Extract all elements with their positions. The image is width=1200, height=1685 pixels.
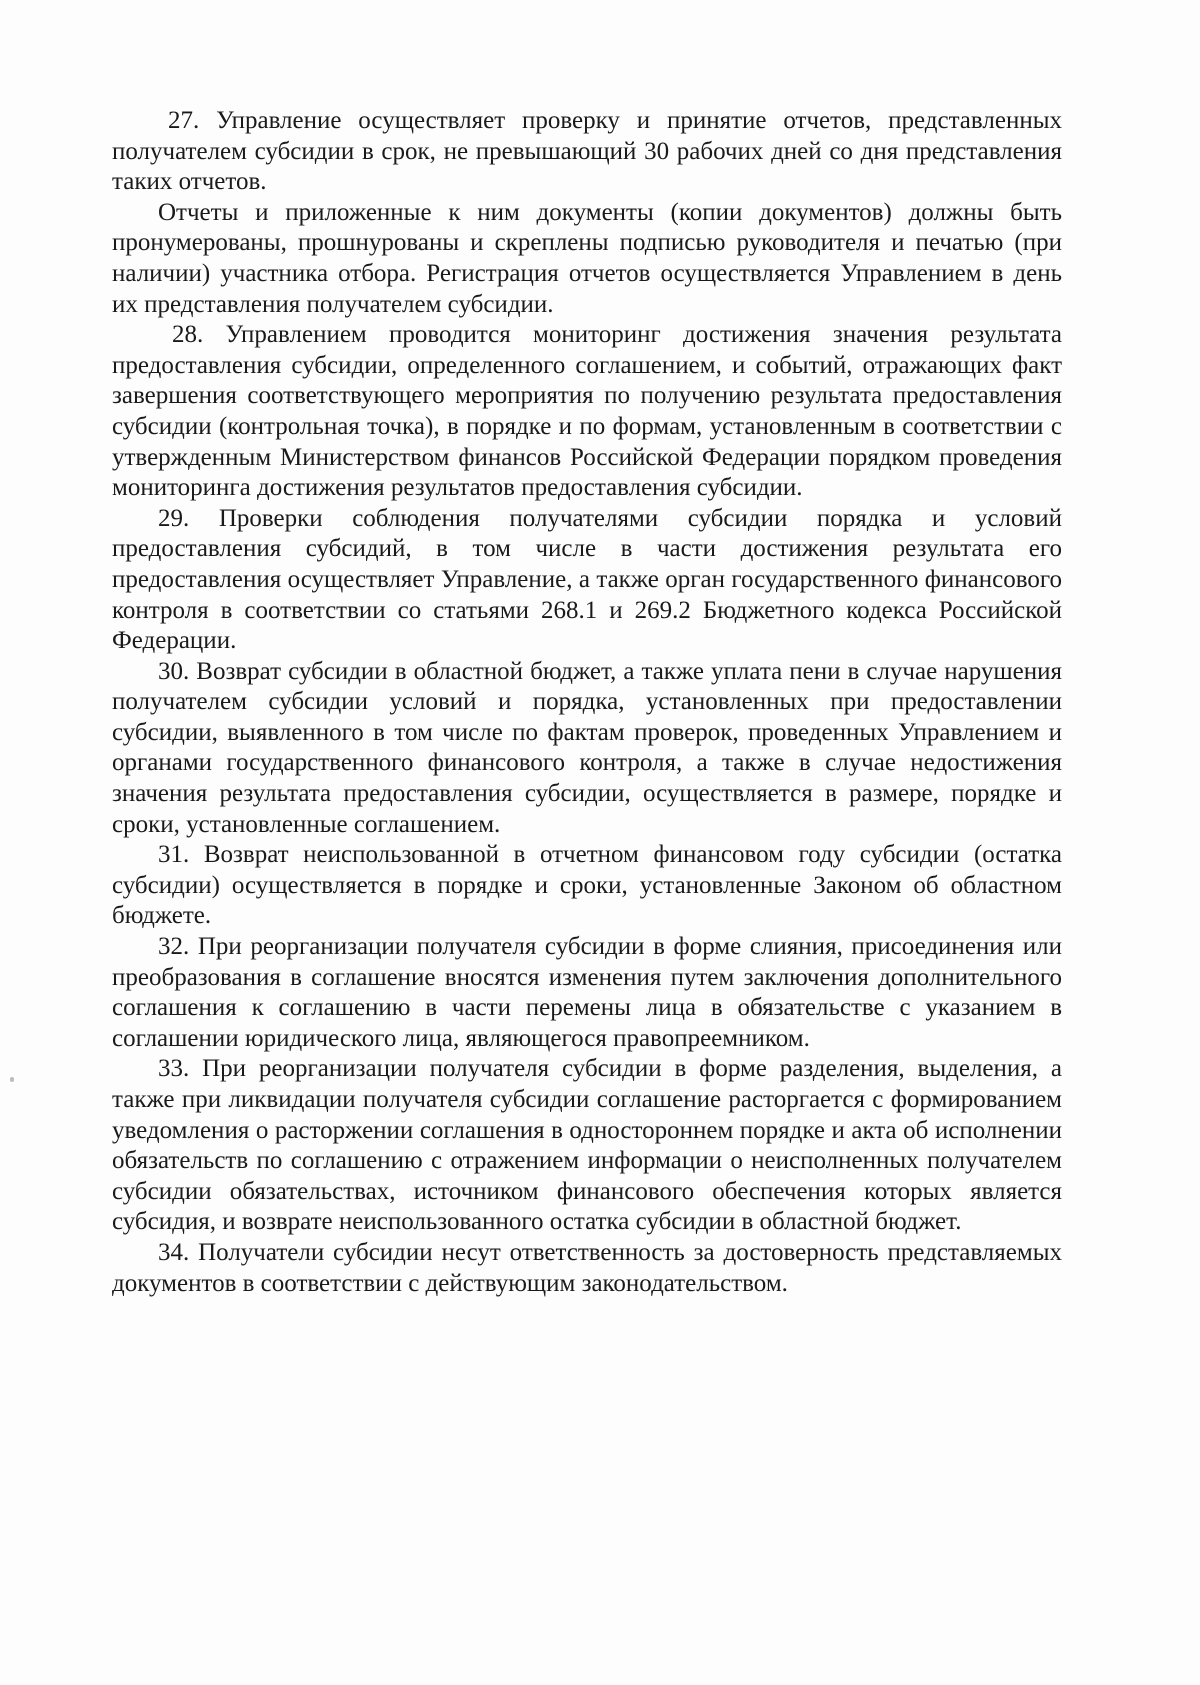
paragraph-30: 30. Возврат субсидии в областной бюджет, а также уплата пени в случае нарушения получателем субсидии условий и порядка, установленных при предоставлении субсидии, выявленного в том числе по фактам проверок, проведенных Управлением и органами государственного финансового контроля, а также в случае недостижения значения результата предоставления субсидии, осуществляется в размере, порядке и сроки, установленные соглашением. xyxy=(112,657,1062,838)
paragraph-27: 27. Управление осуществляет проверку и принятие отчетов, представленных получателем субсидии в срок, не превышающий 30 рабочих дней со дня представления таких отчетов. xyxy=(112,107,1062,196)
paragraph-28: 28. Управлением проводится мониторинг достижения значения результата предоставления субсидии, определенного соглашением, и событий, отражающих факт завершения соответствующего мероприятия по получению результата предоставления субсидии (контрольная точка), в порядке и по формам, установленным в соответствии с утвержденным Министерством финансов Российской Федерации порядком проведения мониторинга достижения результатов предоставления субсидии. xyxy=(112,321,1062,502)
paragraph-27-continuation: Отчеты и приложенные к ним документы (копии документов) должны быть пронумерованы, прошнурованы и скреплены подписью руководителя и печатью (при наличии) участника отбора. Регистрация отчетов осуществляется Управлением в день их представления получателем субсидии. xyxy=(112,198,1062,318)
paragraph-34: 34. Получатели субсидии несут ответственность за достоверность представляемых документов в соответствии с действующим законодательством. xyxy=(112,1238,1062,1297)
paragraph-29: 29. Проверки соблюдения получателями субсидии порядка и условий предоставления субсидий, в том числе в части достижения результата его предоставления осуществляет Управление, а также орган государственного финансового контроля в соответствии со статьями 268.1 и 269.2 Бюджетного кодекса Российской Федерации. xyxy=(112,504,1062,655)
document-body xyxy=(112,106,1062,1299)
paragraph-33: 33. При реорганизации получателя субсидии в форме разделения, выделения, а также при ликвидации получателя субсидии соглашение расторгается с формированием уведомления о расторжении соглашения в одностороннем порядке и акта об исполнении обязательств по соглашению с отражением информации о неисполненных получателем субсидии обязательствах, источником финансового обеспечения которых является субсидия, и возврате неиспользованного остатка субсидии в областной бюджет. xyxy=(112,1055,1062,1236)
scan-speck xyxy=(10,1077,14,1082)
paragraph-32: 32. При реорганизации получателя субсидии в форме слияния, присоединения или преобразования в соглашение вносятся изменения путем заключения дополнительного соглашения к соглашению в части перемены лица в обязательстве с указанием в соглашении юридического лица, являющегося правопреемником. xyxy=(112,933,1062,1052)
paragraph-31: 31. Возврат неиспользованной в отчетном финансовом году субсидии (остатка субсидии) осуществляется в порядке и сроки, установленные Законом об областном бюджете. xyxy=(112,841,1062,930)
